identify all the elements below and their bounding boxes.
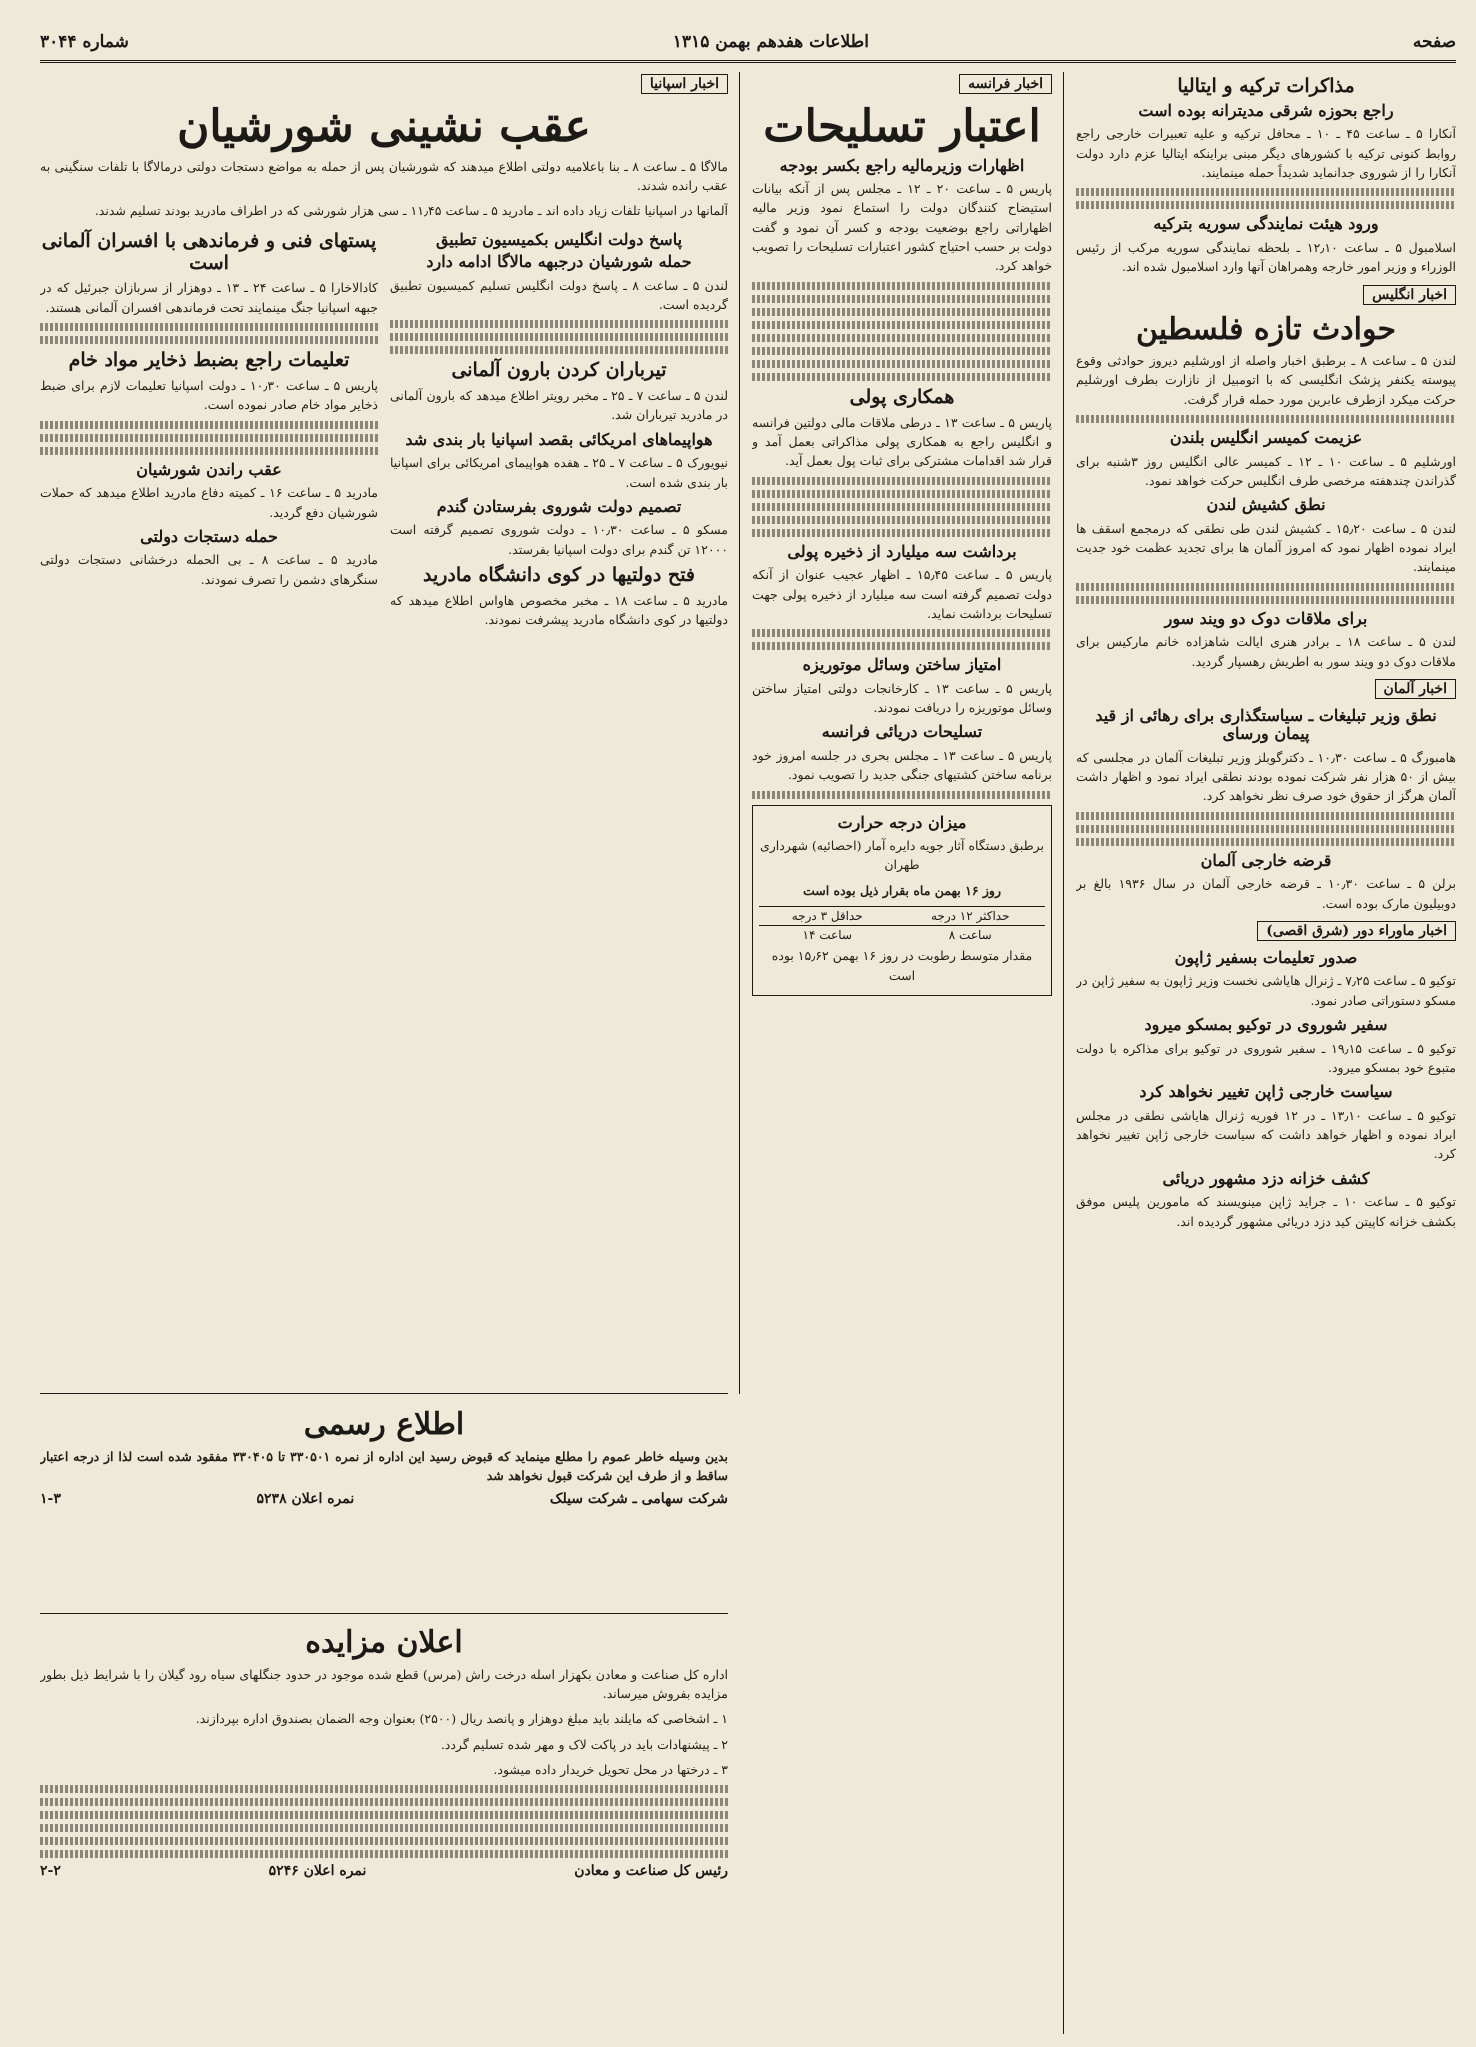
columns [40,72,1456,2034]
article-body: پاریس ۵ ـ ساعت ۱۳ ـ کارخانجات دولتی امتیاز ساختن وسائل موتوریزه را دریافت نمودند. [752,680,1052,716]
article-japan-policy [1076,1083,1456,1164]
text-line [40,336,378,344]
article-side-body: آلمانها در اسپانیا تلفات زیاد داده اند ـ مادرید ۵ ـ ساعت ۱۱٫۴۵ ـ سی هزار شورشی که در اطراف مادرید بودند تسلیم شدند. [94,203,728,219]
text-line [1076,812,1456,820]
auction-code: ۲-۲ [40,1863,61,1880]
auction-title: اعلان مزایده [305,1625,463,1660]
article-palestine [1076,313,1456,424]
headline: پاسخ دولت انگلیس بکمیسیون تطبیق [435,229,683,249]
auction-body: اداره کل صناعت و معادن بکهزار اسله درخت راش (مرس) قطع شده موجود در حدود جنگلهای سیاه رود گیلان را با شرایط ذیل بطور مزایده بفروش میرساند. [40,1666,728,1701]
headline: برداشت سه میلیارد از ذخیره پولی [787,541,1017,561]
article-instructions [40,350,378,455]
notice-body: بدین وسیله خاطر عموم را مطلع مینماید که قبوض رسید این اداره از نمره ۳۳۰۵۰۱ تا ۳۳۰۴۰۵ مفقود شده است لذا از درجه اعتبار ساقط و از طرف این شرکت قبول نخواهد شد [40,1448,728,1483]
headline: عقب راندن شورشیان [136,459,282,479]
text-line [1076,415,1456,423]
article-japan-envoy [1076,949,1456,1010]
page-label: صفحه [1412,32,1456,52]
article-body: مادرید ۵ ـ ساعت ۸ ـ بی الحمله درخشانی دستجات دولتی سنگرهای دشمن را تصرف نمودند. [40,552,378,587]
text-line [752,516,1052,524]
auction-ref: نمره اعلان ۵۲۴۶ [268,1863,367,1880]
text-line [752,360,1052,368]
weather-date: روز ۱۶ بهمن ماه بقرار ذیل بوده است [802,882,1002,898]
text-line [390,320,728,328]
auction-signature: رئیس کل صناعت و معادن [574,1863,728,1880]
headline: هواپیماهای امریکائی بقصد اسپانیا بار بندی شد [405,429,713,449]
text-line [752,503,1052,511]
article-body: آنکارا ۵ ـ ساعت ۴۵ ـ ۱۰ ـ محافل ترکیه و علیه تعبیرات خارجی راجع روابط کنونی ترکیه با کشورهای دیگر مبنی براینکه ایتالیا عزم دارد دولت آنکارا را از شوروی جدانماید شدیداً حمله مینمایند. [1076,126,1456,180]
headline: صدور تعلیمات بسفیر ژاپون [1174,947,1358,967]
text-line [1076,596,1456,604]
official-notice [40,1404,728,1604]
headline: تصمیم دولت شوروی بفرستادن گندم [436,496,682,516]
auction-notice [40,1622,728,2034]
article-patent [752,656,1052,717]
text-line [40,434,378,442]
article-cooperation [752,387,1052,537]
headline: عقب نشینی شورشیان [177,101,591,152]
text-line [40,1850,728,1858]
headline: نطق وزیر تبلیغات ـ سیاستگذاری برای رهائی از قید پیمان ورسای [1095,705,1437,744]
text-line [1076,188,1456,196]
article-body: پاریس ۵ ـ ساعت ۱۳ ـ درطی ملاقات مالی دولتین فرانسه و انگلیس راجع به همکاری پولی مذاکراتی بعمل آمد و قرار شد اقدامات مشترکی برای ثبات پول بعمل آید. [752,414,1052,469]
article-body: لندن ۵ ـ ساعت ۸ ـ پاسخ دولت انگلیس تسلیم کمیسیون تطبیق گردیده است. [390,277,728,312]
article-body: لندن ۵ ـ ساعت ۸ ـ برطبق اخبار واصله از اورشلیم دیروز حوادثی وقوع پیوسته یکنفر پزشک انگلیسی که با اتومبیل از نازارت بطرف اورشلیم حرکت میکرد ازطرف عابرین مورد حمله قرار گرفت. [1076,353,1456,407]
text-line [752,477,1052,485]
auction-item: ۱ ـ اشخاصی که مایلند باید مبلغ دوهزار و پانصد ریال (۲۵۰۰) بعنوان وجه الضمان بصندوق اداره بپردازند. [195,1711,728,1727]
article-loan-fr [752,543,1052,651]
column-rule [1063,72,1064,2034]
text-line [752,334,1052,342]
text-line [40,1824,728,1832]
article-wheat [390,498,728,559]
headline: تیرباران کردن بارون آلمانی [451,359,667,382]
article-body: پاریس ۵ ـ ساعت ۱۰٫۳۰ ـ دولت اسپانیا تعلیمات لازم برای ضبط ذخایر مواد خام صادر نموده است. [40,378,378,413]
article-aircraft [390,431,728,492]
text-line [390,346,728,354]
article-body: مادرید ۵ ـ ساعت ۱۶ ـ کمیته دفاع مادرید اطلاع میدهد که حملات شورشیان دفع گردید. [40,485,378,520]
article-naval [752,723,1052,798]
article-body: لندن ۵ ـ ساعت ۱۵٫۲۰ ـ کشیش لندن طی نطقی که درمجمع اسقف ها ایراد نموده اظهار نمود که امروز آلمان ها برای تجدید عظمت خود جدیت مینمایند. [1076,520,1456,575]
paper-title: اطلاعات هفدهم بهمن ۱۳۱۵ [672,32,869,52]
headline: فتح دولتیها در کوی دانشگاه مادرید [422,564,696,587]
article-body: پاریس ۵ ـ ساعت ۲۰ ـ ۱۲ ـ مجلس پس از آنکه بیانات استیضاح کنندگان دولت را استماع نمود وزیر مالیه اظهاراتی راجع بوضعیت بودجه و کسر آن نمود و گفت دولت بر حسب احتیاج کشور اعتبارات تسلیحات را تصویب خواهد کرد. [752,180,1052,274]
text-line [40,1798,728,1806]
subheadline: اظهارات وزیرمالیه راجع بکسر بودجه [779,155,1025,175]
article-body: پاریس ۵ ـ ساعت ۱۵٫۴۵ ـ اظهار عجیب عنوان از آنکه دولت تصمیم گرفته است سه میلیارد از ذخیره پولی جهت تسلیحات برداشت نماید. [752,567,1052,621]
auction-item: ۳ ـ درختها در محل تحویل خریدار داده میشود. [493,1762,728,1777]
section-tag-english: اخبار انگلیس [1363,285,1456,305]
subheadline: راجع بحوزه شرقی مدیترانه بوده است [1138,100,1394,120]
headline: نطق کشیش لندن [1206,495,1326,515]
article-windsor [1076,610,1456,671]
article-body: اسلامبول ۵ ـ ساعت ۱۲٫۱۰ ـ بلحظه نمایندگی سوریه مرکب از رئیس الوزراء و وزیر امور خارجه وهمراهان آنها وارد اسلامبول شده اند. [1076,239,1456,275]
headline: حوادث تازه فلسطین [1135,311,1397,347]
article-body: لندن ۵ ـ ساعت ۷ ـ ۲۵ ـ مخبر رویتر اطلاع میدهد که بارون آلمانی در مادرید تیرباران شد. [390,388,728,423]
section-tag-spain: اخبار اسپانیا [641,74,728,94]
text-line [752,490,1052,498]
article-body: هامبورگ ۵ ـ ساعت ۱۰٫۳۰ ـ دکترگوبلز وزیر تبلیغات آلمان در مجلسی که بیش از ۵۰ هزار نفر شرکت نموده بودند نطقی ایراد نمود و اظهار داشت آلمان هرگز از حقوق خود صرف نظر نخواهد کرد. [1076,749,1456,804]
section-tag-german: اخبار آلمان [1375,679,1456,699]
text-line [40,447,378,455]
headline: ورود هیئت نمایندگی سوریه بترکیه [1153,214,1379,234]
issue-number: شماره ۳۰۴۴ [40,32,129,52]
text-line [40,1785,728,1793]
column-right [1076,72,1456,2034]
article-retreat [40,102,728,221]
headline: اعتبار تسلیحات [763,101,1041,152]
article-university [390,565,728,630]
article-body: توکیو ۵ ـ ساعت ۱۳٫۱۰ ـ در ۱۲ فوریه ژنرال هایاشی نطقی در مجلس ایراد نموده و اظهار خواهد داشت که سیاست خارجی ژاپن تغییر نخواهد کرد. [1076,1107,1456,1162]
article-germany-speech [1076,707,1456,846]
headline: امتیاز ساختن وسائل موتوریزه [802,655,1002,675]
article-armament [752,102,1052,381]
text-line [1076,825,1456,833]
article-body: نیویورک ۵ ـ ساعت ۷ ـ ۲۵ ـ هفده هواپیمای امریکائی برای اسپانیا بار بندی شده است. [390,455,728,490]
table-row [759,926,1045,945]
table-cell: ساعت ۱۴ [759,926,895,945]
subheadline: حمله شورشیان درجبهه مالاگا ادامه دارد [426,252,692,272]
text-line [40,1811,728,1819]
newspaper-page [40,24,1456,2034]
text-line [40,323,378,331]
notice-divider [40,1613,728,1614]
text-line [752,295,1052,303]
headline: قرضه خارجی آلمان [1200,850,1332,870]
two-column-group [40,227,728,636]
text-line [1076,583,1456,591]
auction-footer [40,1863,728,1879]
headline: همکاری پولی [849,385,955,408]
notice-signature: شرکت سهامی ـ شرکت سیلک [549,1491,728,1508]
section-tag-far-east: اخبار ماوراء دور (شرق اقصی) [1257,921,1456,941]
column-left [40,72,728,1394]
weather-box [752,805,1052,996]
auction-item: ۲ ـ پیشنهادات باید در پاکت لاک و مهر شده تسلیم گردد. [440,1736,728,1752]
notice-code: ۱-۳ [40,1491,61,1508]
article-treasure [1076,1170,1456,1231]
text-line [40,421,378,429]
notice-ref: نمره اعلان ۵۲۳۸ [256,1491,355,1508]
headline: عزیمت کمیسر انگلیس بلندن [1169,428,1363,448]
article-body: توکیو ۵ ـ ساعت ۱۰ ـ جراید ژاپن مینویسند که مامورین پلیس موفق بکشف خزانه کاپیتن کید دزد دریائی مشهور گردیده اند. [1076,1194,1456,1229]
notice-footer [40,1491,728,1507]
article-london-speech [1076,496,1456,604]
article-body: مسکو ۵ ـ ساعت ۱۰٫۳۰ ـ دولت شوروی تصمیم گرفته است ۱۲۰۰۰ تن گندم برای دولت اسپانیا بفرستد. [390,522,728,557]
article-loan [1076,852,1456,913]
article-body: پاریس ۵ ـ ساعت ۱۳ ـ مجلس بحری در جلسه امروز خود برنامه ساختن کشتیهای جنگی جدید را تصویب نمود. [752,747,1052,783]
article-officers [40,231,378,344]
headline: تعلیمات راجع بضبط ذخایر مواد خام [68,349,350,372]
article-delegation [1076,215,1456,276]
weather-table [759,906,1045,944]
subcolumn [390,227,728,636]
headline: سیاست خارجی ژاپن تغییر نخواهد کرد [1139,1082,1393,1102]
article-body: برلن ۵ ـ ساعت ۱۰٫۳۰ ـ قرضه خارجی آلمان در سال ۱۹۳۶ بالغ بر دوبیلیون مارک بوده است. [1076,876,1456,911]
notice-title: اطلاع رسمی [303,1407,465,1442]
article-body: توکیو ۵ ـ ساعت ۷٫۲۵ ـ ژنرال هایاشی نخست وزیر ژاپون به سفیر ژاپن در مسکو دستوراتی صادر نمود. [1076,973,1456,1008]
text-line [752,282,1052,290]
weather-title: میزان درجه حرارت [837,812,967,832]
section-tag-france: اخبار فرانسه [959,74,1052,94]
text-line [1076,201,1456,209]
article-body: توکیو ۵ ـ ساعت ۱۹٫۱۵ ـ سفیر شوروی در توکیو برای مذاکره با دولت متبوع خود بمسکو میرود. [1076,1040,1456,1075]
text-line [752,529,1052,537]
headline: سفیر شوروی در توکیو بمسکو میرود [1144,1015,1388,1035]
article-repel [40,461,378,522]
text-line [752,321,1052,329]
article-committee [390,231,728,355]
text-line [752,308,1052,316]
article-body: اورشلیم ۵ ـ ساعت ۱۰ ـ ۱۲ ـ کمیسر عالی انگلیس روز ۳شنبه برای گذراندن چندهفته مرخصی طرف انگلیس حرکت خواهد نمود. [1076,453,1456,488]
text-line [752,629,1052,637]
subcolumn [40,227,378,636]
text-line [752,347,1052,355]
headline: کشف خزانه دزد مشهور دریائی [1162,1168,1370,1188]
masthead [40,24,1456,63]
article-attack [40,528,378,589]
headline: پستهای فنی و فرماندهی با افسران آلمانی است [41,229,377,274]
article-body: کادالاخارا ۵ ـ ساعت ۲۴ ـ ۱۳ ـ دوهزار از سربازان جبرئیل که در جبهه اسپانیا جنگ مینمایند تحت فرماندهی افسران آلمانی هستند. [40,280,379,315]
column-rule [739,72,740,1394]
table-cell: حداکثر ۱۲ درجه [895,907,1045,926]
column-middle [752,72,1052,2034]
headline: مذاکرات ترکیه و ایتالیا [1177,75,1355,97]
article-body: لندن ۵ ـ ساعت ۱۸ ـ برادر هنری ایالت شاهزاده خانم مارکیس برای ملاقات دوک دو ویند سور به اطریش رهسپار گردید. [1076,634,1456,669]
article-body: مالاگا ۵ ـ ساعت ۸ ـ بنا باعلامیه دولتی اطلاع میدهند که شورشیان پس از حمله به مواضع دستجات دولتی درمالاگا با تلفات سنگینی به عقب رانده شدند. [40,158,728,193]
text-line [40,1837,728,1845]
table-cell: حداقل ۳ درجه [759,907,895,926]
article-soviet-envoy [1076,1016,1456,1077]
article-bombing [390,360,728,425]
notice-divider [40,1393,728,1394]
text-line [752,642,1052,650]
weather-subtitle: برطبق دستگاه آثار جویه دایره آمار (احصائیه) شهرداری طهران [759,838,1045,873]
table-row [759,907,1045,926]
text-line [752,791,1052,799]
text-line [390,333,728,341]
headline: برای ملاقات دوک دو ویند سور [1164,608,1368,628]
headline: حمله دستجات دولتی [140,526,278,546]
text-line [1076,838,1456,846]
table-cell: ساعت ۸ [895,926,1045,945]
text-line [752,373,1052,381]
article-body: مادرید ۵ ـ ساعت ۱۸ ـ مخبر مخصوص هاواس اطلاع میدهد که دولتیها در کوی دانشگاه مادرید پیشرفت نمودند. [390,592,728,628]
article-commissioner [1076,429,1456,490]
article-talks [1076,76,1456,209]
weather-note: مقدار متوسط رطوبت در روز ۱۶ بهمن ۱۵٫۶۲ بوده است [771,948,1033,983]
headline: تسلیحات دریائی فرانسه [821,722,983,742]
